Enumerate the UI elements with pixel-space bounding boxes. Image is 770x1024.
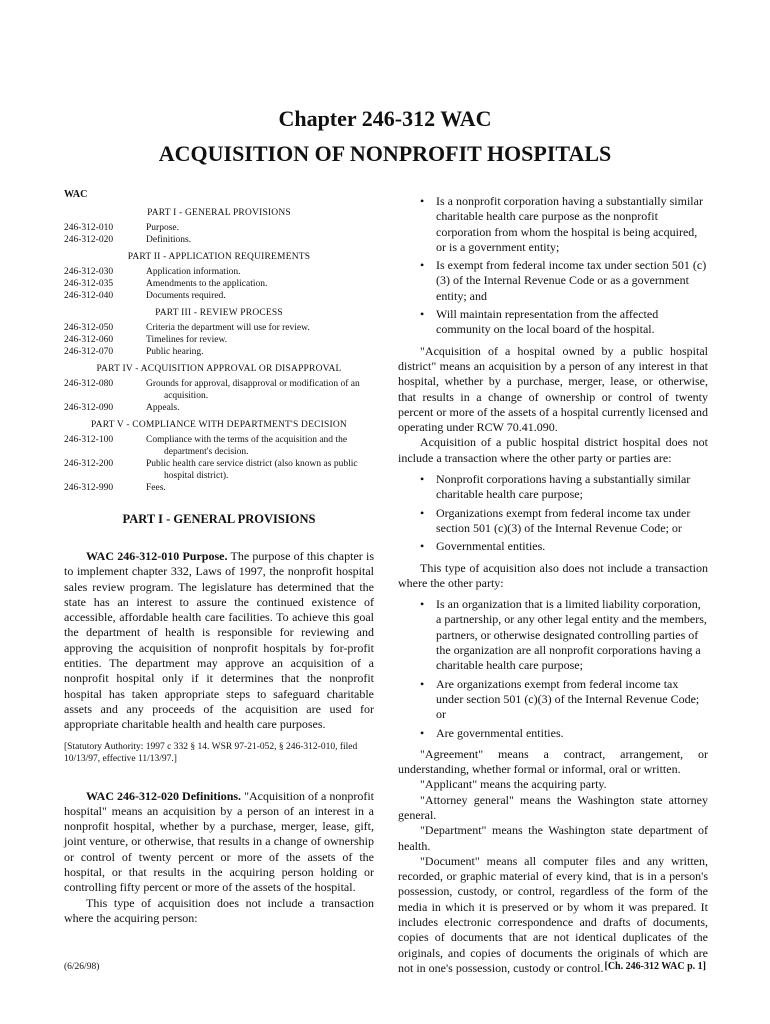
public-acquisition-exclusion: Acquisition of a public hospital district hospital does not include a transaction where the other party or parties are: <box>398 435 708 465</box>
toc-section-title: Documents required. <box>146 291 226 301</box>
toc-section-number: 246-312-030 <box>64 267 114 277</box>
def-applicant: "Applicant" means the acquiring party. <box>420 777 607 792</box>
part1-heading: PART I - GENERAL PROVISIONS <box>122 512 316 526</box>
list-item-text: Are governmental entities. <box>436 725 564 740</box>
bullet-icon: • <box>420 258 425 273</box>
toc-row <box>64 402 374 414</box>
toc-section-number: 246-312-060 <box>64 335 114 345</box>
toc-row <box>64 346 374 358</box>
toc-section-title: Grounds for approval, disapproval or modification of an <box>146 379 360 389</box>
right-column <box>398 194 708 976</box>
list-item-text: Are organizations exempt from federal income tax under section 501 (c)(3) of the Internal Revenue Code; or <box>436 676 700 722</box>
list-item <box>398 539 708 554</box>
list-item-text: Is exempt from federal income tax under section 501 (c)(3) of the Internal Revenue Code or as a government entity; and <box>436 258 707 303</box>
toc-row <box>64 482 374 494</box>
bullet-icon: • <box>420 472 425 487</box>
list-item-text: Governmental entities. <box>436 539 546 554</box>
toc-section-number: 246-312-990 <box>64 483 114 493</box>
toc-section-number: 246-312-100 <box>64 435 114 445</box>
section-020 <box>64 789 374 896</box>
list-item-text: Is a nonprofit corporation having a substantially similar charitable health care purpose as the nonprofit corporation from whom the hospital is being acquired, or is a government entity; <box>436 194 703 254</box>
bullet-icon: • <box>420 307 425 322</box>
bullet-icon: • <box>420 676 425 691</box>
toc-part-heading: PART V - COMPLIANCE WITH DEPARTMENT'S DECISION <box>91 420 347 430</box>
section-010-text: The purpose of this chapter is to implement chapter 332, Laws of 1997, the nonprofit hospital sales review program. The legislature has determined that the state has an interest to assure the continued existence of accessible, affordable health care facilities. To achieve this goal the department of health is responsible for reviewing and approving the acquisition of nonprofit hospitals by for-profit entities. The department may approve an acquisition of a nonprofit hospital only if it determines that the nonprofit hospital has taken appropriate steps to safeguard charitable assets and any proceeds of the acquisition are used for appropriate charitable health and health care purposes. <box>64 549 375 732</box>
toc-section-title: Public hearing. <box>146 347 204 357</box>
section-020-text: "Acquisition of a nonprofit hospital" means an acquisition by a person of an interest in a nonprofit hospital, whether by a purchase, merger, lease, gift, joint venture, or otherwise, that results in a change of ownership or control of twenty percent or more of the assets of the hospital, or that results in the acquiring person holding or controlling fifty percent or more of the assets of the hospital. <box>64 788 374 895</box>
list-item-text: Organizations exempt from federal income tax under section 501 (c)(3) of the Internal Revenue Code; or <box>436 505 691 535</box>
toc-section-number: 246-312-080 <box>64 379 114 389</box>
def-agreement: "Agreement" means a contract, arrangement, or understanding, whether formal or informal, oral or written. <box>398 746 708 777</box>
toc-section-number: 246-312-070 <box>64 347 114 357</box>
toc-row <box>64 458 374 482</box>
list-item <box>398 307 708 338</box>
def-document: "Document" means all computer files and any written, recorded, or graphic material of every kind, that is in a person's possession, custody, or control, regardless of the form of the media in which it is preserved or by whom it was prepared. It includes electronic correspondence and drafts of documents, copies of documents that are not identical duplicates of the originals, and copies of documents the originals of which are not in one's possession, custody or control. <box>398 853 708 975</box>
toc-section-title: Amendments to the application. <box>146 279 268 289</box>
toc-section-title-cont: department's decision. <box>164 447 249 457</box>
toc-part-heading: PART IV - ACQUISITION APPROVAL OR DISAPPROVAL <box>96 364 342 374</box>
toc-section-number: 246-312-040 <box>64 291 114 301</box>
list-item <box>398 597 708 673</box>
toc-row <box>64 234 374 246</box>
toc-row <box>64 434 374 458</box>
bullet-icon: • <box>420 725 425 740</box>
toc-section-title: Fees. <box>146 483 166 493</box>
bullet-icon: • <box>420 597 425 612</box>
toc-row <box>64 222 374 234</box>
toc-section-number: 246-312-050 <box>64 323 114 333</box>
toc-section-title-cont: hospital district). <box>164 471 229 481</box>
footer-date: (6/26/98) <box>64 962 100 972</box>
list-item-text: Nonprofit corporations having a substantially similar charitable health care purpose; <box>436 472 691 502</box>
toc-section-title: Definitions. <box>146 235 192 245</box>
left-column <box>64 189 374 926</box>
toc-part-heading: PART II - APPLICATION REQUIREMENTS <box>127 252 311 262</box>
bullet-icon: • <box>420 194 425 208</box>
toc-part-heading: PART I - GENERAL PROVISIONS <box>147 208 291 218</box>
bullet-list-1 <box>398 194 708 338</box>
toc-label: WAC <box>64 189 88 200</box>
def-department: "Department" means the Washington state department of health. <box>398 823 708 853</box>
bullet-list-2 <box>398 472 708 554</box>
list-item <box>398 506 708 537</box>
chapter-subtitle: ACQUISITION OF NONPROFIT HOSPITALS <box>158 141 612 166</box>
bullet-icon: • <box>420 539 425 554</box>
section-020-paragraph-2: This type of acquisition does not include a transaction where the acquiring person: <box>64 895 374 925</box>
toc-row <box>64 378 374 402</box>
toc-row <box>64 266 374 278</box>
list-item <box>398 677 708 723</box>
chapter-title: Chapter 246-312 WAC <box>278 106 492 131</box>
toc-section-title: Compliance with the terms of the acquisition and the <box>146 435 348 445</box>
footer-page: [Ch. 246-312 WAC p. 1] <box>604 961 706 972</box>
toc-row <box>64 290 374 302</box>
toc-section-title: Purpose. <box>146 223 179 233</box>
toc-part-heading: PART III - REVIEW PROCESS <box>155 308 283 318</box>
table-of-contents <box>64 208 374 494</box>
toc-row <box>64 334 374 346</box>
toc-section-number: 246-312-010 <box>64 223 114 233</box>
toc-section-number: 246-312-090 <box>64 403 114 413</box>
toc-section-title: Criteria the department will use for review. <box>146 323 310 333</box>
bullet-list-3 <box>398 597 708 741</box>
list-item-text: Will maintain representation from the affected community on the local board of the hospital. <box>436 307 659 337</box>
section-020-lead: WAC 246-312-020 Definitions. <box>86 788 242 803</box>
list-item <box>398 194 708 255</box>
list-item <box>398 258 708 304</box>
section-010 <box>64 549 374 733</box>
list-item <box>398 726 708 741</box>
def-attorney-general: "Attorney general" means the Washington state attorney general. <box>398 792 708 822</box>
toc-section-number: 246-312-035 <box>64 279 114 289</box>
def-public-acquisition: "Acquisition of a hospital owned by a public hospital district" means an acquisition by a person of any interest in that hospital, whether by a purchase, merger, lease, or otherwise, that results in a change of ownership or control of twenty percent or more of the assets of a hospital currently licensed and operating under RCW 70.41.090. <box>398 343 708 435</box>
toc-section-title: Application information. <box>146 267 241 277</box>
section-010-lead: WAC 246-312-010 Purpose. <box>86 549 228 563</box>
toc-row <box>64 322 374 334</box>
list-item-text: Is an organization that is a limited liability corporation, a partnership, or any other legal entity and the members, partners, or otherwise designated controlling parties of the organization are all nonprofit corporations having a charitable health care purpose; <box>436 597 707 673</box>
toc-section-title-cont: acquisition. <box>164 391 209 401</box>
toc-section-number: 246-312-200 <box>64 459 114 469</box>
list-item <box>398 472 708 503</box>
toc-section-title: Public health care service district (also known as public <box>146 459 358 469</box>
toc-row <box>64 278 374 290</box>
also-not-included: This type of acquisition also does not include a transaction where the other party: <box>398 560 708 590</box>
statutory-authority: [Statutory Authority: 1997 c 332 § 14. WSR 97-21-052, § 246-312-010, filed 10/13/97, effective 11/13/97.] <box>64 741 358 764</box>
toc-section-title: Appeals. <box>146 403 180 413</box>
bullet-icon: • <box>420 505 425 520</box>
toc-section-title: Timelines for review. <box>146 335 228 345</box>
toc-section-number: 246-312-020 <box>64 235 114 245</box>
